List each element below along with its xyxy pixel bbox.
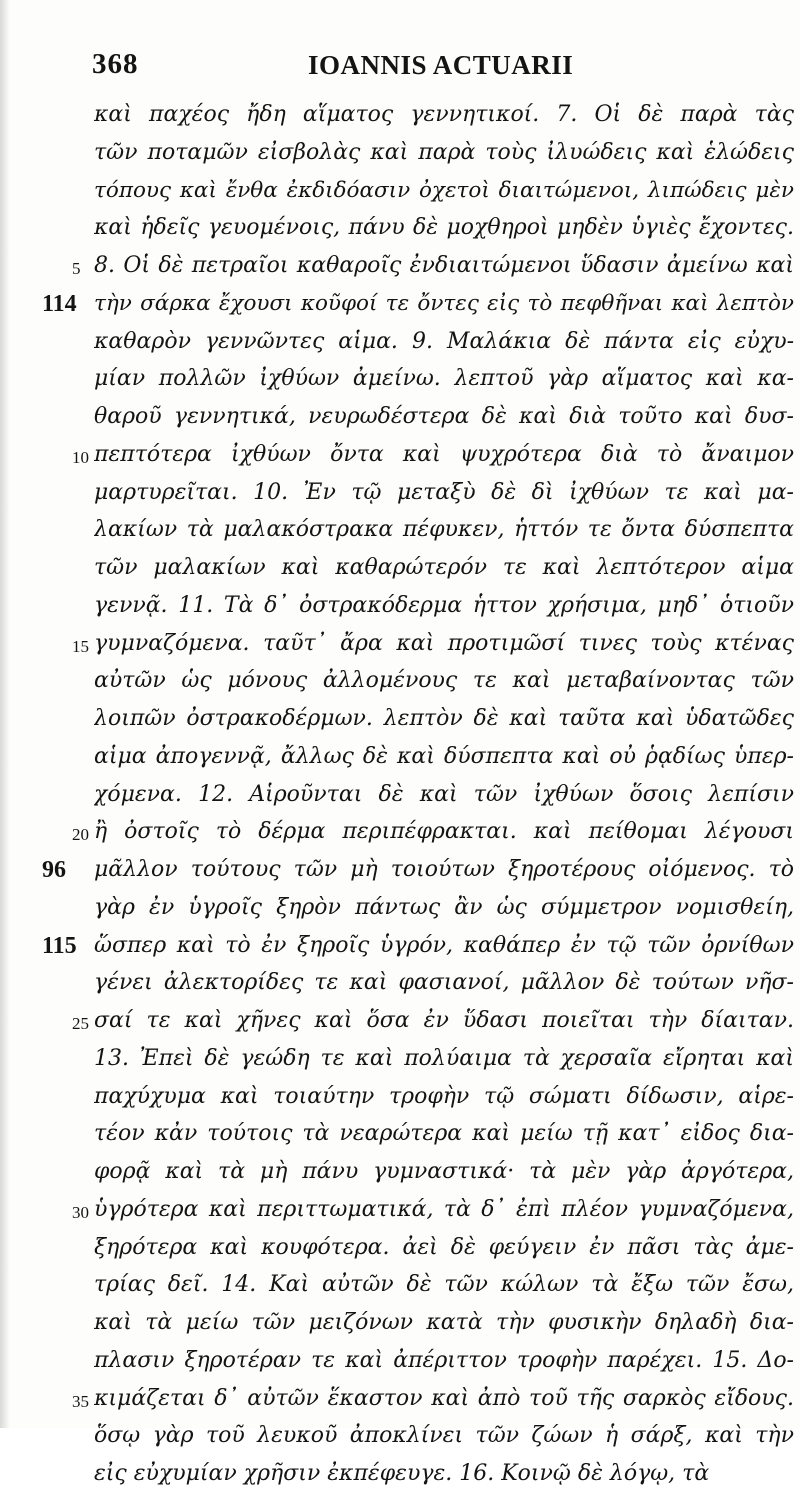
text-line [0, 1117, 800, 1155]
line-number: 25 [72, 1014, 89, 1033]
line-text: ὅσῳ γὰρ τοῦ λευκοῦ ἀποκλίνει τῶν ζώων ἡ σάρξ, καὶ τὴν [94, 1423, 794, 1449]
text-line [0, 740, 800, 778]
line-number: 15 [72, 636, 89, 656]
text-line [0, 136, 800, 174]
line-text: γένει ἀλεκτορίδες τε καὶ φασιανοί, μᾶλλον δὲ τούτων νῆσ- [94, 970, 794, 996]
line-text: αὐτῶν ὡς μόνους ἀλλομένους τε καὶ μεταβαίνοντας τῶν [94, 668, 794, 694]
line-text: καθαρὸν γεννῶντες αἷμα. 9. Μαλάκια δὲ πάντα εἰς εὐχυ- [94, 328, 794, 354]
line-text: καὶ τὰ μείω τῶν μειζόνων κατὰ τὴν φυσικὴν δηλαδὴ δια- [94, 1310, 794, 1335]
line-text: γεννᾷ. 11. Τὰ δ᾽ ὀστρακόδερμα ἧττον χρήσιμα, μηδ᾽ ὁτιοῦν [94, 592, 794, 618]
line-text: γὰρ ἐν ὑγροῖς ξηρὸν πάντως ἂν ὡς σύμμετρον νομισθείη, [94, 894, 794, 920]
running-head: IOANNIS ACTUARII [308, 50, 574, 80]
margin-page-reference: 115 [42, 932, 77, 959]
line-text: πλασιν ξηροτέραν τε καὶ ἀπέριττον τροφὴν παρέχει. 15. Δο- [94, 1347, 794, 1373]
line-text: λοιπῶν ὀστρακοδέρμων. λεπτὸν δὲ καὶ ταῦτα καὶ ὑδατῶδες [94, 706, 794, 731]
line-text: 8. Οἱ δὲ πετραῖοι καθαροῖς ἐνδιαιτώμενοι ὕδασιν ἀμείνω καὶ [94, 253, 794, 278]
text-line [0, 1268, 800, 1306]
text-line [0, 249, 800, 287]
text-line [0, 211, 800, 249]
text-line [0, 891, 800, 929]
line-text: τρίας δεῖ. 14. Καὶ αὐτῶν δὲ τῶν κώλων τὰ ἔξω τῶν ἔσω, [94, 1272, 794, 1298]
line-text: φορᾷ καὶ τὰ μὴ πάνυ γυμναστικά· τὰ μὲν γὰρ ἀργότερα, [94, 1159, 794, 1184]
line-text: εἰς εὐχυμίαν χρῆσιν ἐκπέφευγε. 16. Κοινῷ δὲ λόγῳ, τὰ [94, 1461, 710, 1486]
line-text: καὶ παχέος ἤδη αἵματος γεννητικοί. 7. Οἱ δὲ παρὰ τὰς [94, 102, 794, 127]
line-number: 30 [72, 1202, 89, 1222]
text-line [0, 1042, 800, 1080]
text-line [0, 589, 800, 627]
line-text: πεπτότερα ἰχθύων ὄντα καὶ ψυχρότερα διὰ τὸ ἄναιμον [94, 441, 794, 467]
page-number: 368 [92, 48, 139, 80]
line-text: τόπους καὶ ἔνθα ἐκδιδόασιν ὀχετοὶ διαιτώμενοι, λιπώδεις μὲν [94, 177, 794, 203]
line-text: τῶν μαλακίων καὶ καθαρώτερόν τε καὶ λεπτότερον αἷμα [94, 555, 794, 580]
line-number: 35 [72, 1391, 89, 1411]
line-text: λακίων τὰ μαλακόστρακα πέφυκεν, ἧττόν τε ὄντα δύσπεπτα [94, 517, 794, 543]
text-line [0, 551, 800, 589]
text-line [0, 627, 800, 665]
text-line [0, 1382, 800, 1420]
text-line [0, 1193, 800, 1231]
line-text: ὑγρότερα καὶ περιττωματικά, τὰ δ᾽ ἐπὶ πλέον γυμναζόμενα, [94, 1196, 794, 1222]
line-text: μαρτυρεῖται. 10. Ἐν τῷ μεταξὺ δὲ δὶ ἰχθύων τε καὶ μα- [94, 479, 794, 505]
text-line [0, 929, 800, 967]
text-line [0, 815, 800, 853]
text-line [0, 664, 800, 702]
line-number: 20 [72, 825, 89, 845]
page-header [92, 48, 782, 88]
line-number: 10 [72, 447, 89, 467]
line-text: τὴν σάρκα ἔχουσι κοῦφοί τε ὄντες εἰς τὸ πεφθῆναι καὶ λεπτὸν [94, 290, 794, 316]
line-text: 13. Ἐπεὶ δὲ γεώδη τε καὶ πολύαιμα τὰ χερσαῖα εἴρηται καὶ [94, 1045, 794, 1071]
text-line [0, 287, 800, 325]
text-line [0, 98, 800, 136]
text-line [0, 853, 800, 891]
body-text [0, 98, 800, 1495]
line-text: παχύχυμα καὶ τοιαύτην τροφὴν τῷ σώματι δίδωσιν, αἱρε- [94, 1083, 794, 1109]
line-text: αἷμα ἀπογεννᾷ, ἄλλως δὲ καὶ δύσπεπτα καὶ οὐ ῥᾳδίως ὑπερ- [94, 743, 794, 769]
line-text: γυμναζόμενα. ταῦτ᾽ ἄρα καὶ προτιμῶσί τινες τοὺς κτένας [94, 630, 794, 656]
text-line [0, 438, 800, 476]
margin-page-reference: 114 [42, 290, 77, 317]
line-text: τέον κἀν τούτοις τὰ νεαρώτερα καὶ μείω τῇ κατ᾽ εἶδος δια- [94, 1121, 794, 1147]
text-line [0, 1457, 800, 1495]
line-text: μίαν πολλῶν ἰχθύων ἀμείνω. λεπτοῦ γὰρ αἵματος καὶ κα- [94, 366, 794, 392]
text-line [0, 174, 800, 212]
line-text: χόμενα. 12. Αἱροῦνται δὲ καὶ τῶν ἰχθύων ὅσοις λεπίσιν [94, 781, 794, 807]
text-line [0, 1155, 800, 1193]
text-line [0, 778, 800, 816]
text-line [0, 1080, 800, 1118]
line-text: τῶν ποταμῶν εἰσβολὰς καὶ παρὰ τοὺς ἰλυώδεις καὶ ἑλώδεις [94, 139, 794, 165]
text-line [0, 1419, 800, 1457]
line-text: ξηρότερα καὶ κουφότερα. ἀεὶ δὲ φεύγειν ἐν πᾶσι τὰς ἀμε- [94, 1234, 794, 1260]
text-line [0, 1306, 800, 1344]
text-line [0, 1231, 800, 1269]
text-line [0, 702, 800, 740]
text-line [0, 1004, 800, 1042]
text-line [0, 362, 800, 400]
line-text: κιμάζεται δ᾽ αὐτῶν ἕκαστον καὶ ἀπὸ τοῦ τῆς σαρκὸς εἴδους. [94, 1385, 794, 1411]
text-line [0, 966, 800, 1004]
text-line [0, 325, 800, 363]
line-text: ὥσπερ καὶ τὸ ἐν ξηροῖς ὑγρόν, καθάπερ ἐν τῷ τῶν ὀρνίθων [94, 932, 794, 958]
line-text: μᾶλλον τούτους τῶν μὴ τοιούτων ξηροτέρους οἰόμενος. τὸ [94, 857, 794, 882]
text-line [0, 400, 800, 438]
line-text: θαροῦ γεννητικά, νευρωδέστερα δὲ καὶ διὰ τοῦτο καὶ δυσ- [94, 404, 794, 429]
line-text: καὶ ἡδεῖς γευομένοις, πάνυ δὲ μοχθηροὶ μηδὲν ὑγιὲς ἔχοντες. [94, 215, 794, 241]
line-number: 5 [72, 259, 81, 278]
margin-page-reference: 96 [42, 857, 66, 883]
text-line [0, 1344, 800, 1382]
line-text: σαί τε καὶ χῆνες καὶ ὅσα ἐν ὕδασι ποιεῖται τὴν δίαιταν. [94, 1008, 794, 1033]
text-line [0, 513, 800, 551]
line-text: ἢ ὀστοῖς τὸ δέρμα περιπέφρακται. καὶ πείθομαι λέγουσι [94, 819, 794, 845]
text-line [0, 476, 800, 514]
